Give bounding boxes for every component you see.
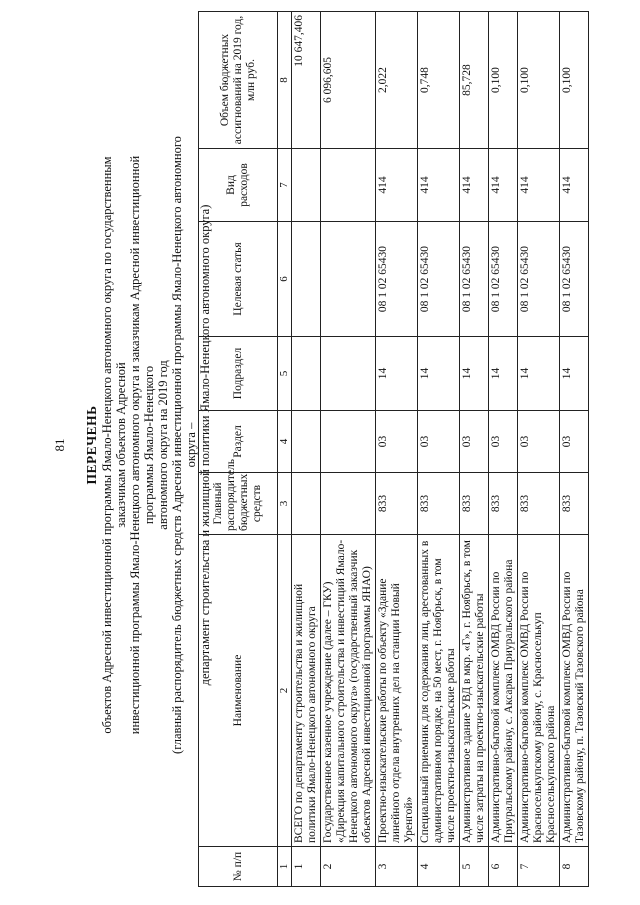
table-row — [518, 12, 560, 887]
row-razdel — [292, 411, 321, 473]
row-expense-type: 414 — [489, 149, 518, 222]
row-num: 7 — [518, 847, 560, 887]
row-amount: 10 647,406 — [292, 12, 321, 149]
row-razdel: 03 — [418, 411, 460, 473]
row-name: Специальный приемник для содержания лиц, арестованных в административном порядке, на 50 мест, г. Ноябрьск, в том числе проектно-изыскательские работы — [418, 535, 460, 847]
header-razdel: Раздел — [199, 411, 278, 473]
row-podrazdel: 14 — [560, 337, 589, 411]
heading-line-5: департамент строительства и жилищной политики Ямало-Ненецкого автономного округа) — [198, 204, 212, 686]
column-number: 7 — [278, 149, 292, 222]
row-grbs: 833 — [518, 473, 560, 535]
row-expense-type — [321, 149, 376, 222]
row-podrazdel: 14 — [518, 337, 560, 411]
row-razdel: 03 — [489, 411, 518, 473]
row-grbs: 833 — [560, 473, 589, 535]
column-number: 8 — [278, 12, 292, 149]
table-row — [489, 12, 518, 887]
row-amount: 0,100 — [518, 12, 560, 149]
row-amount: 85,728 — [460, 12, 489, 149]
table-row — [376, 12, 418, 887]
heading-line-3: автономного округа на 2019 год — [156, 360, 170, 530]
row-num: 3 — [376, 847, 418, 887]
row-amount: 0,100 — [560, 12, 589, 149]
column-number: 1 — [278, 847, 292, 887]
row-num: 2 — [321, 847, 376, 887]
row-num: 8 — [560, 847, 589, 887]
row-expense-type: 414 — [560, 149, 589, 222]
row-target-article: 08 1 02 65430 — [560, 222, 589, 337]
row-expense-type: 414 — [376, 149, 418, 222]
column-number: 4 — [278, 411, 292, 473]
row-podrazdel: 14 — [376, 337, 418, 411]
row-razdel: 03 — [460, 411, 489, 473]
header-target-article: Целевая статья — [199, 222, 278, 337]
row-podrazdel: 14 — [489, 337, 518, 411]
row-podrazdel: 14 — [460, 337, 489, 411]
row-grbs: 833 — [376, 473, 418, 535]
row-expense-type — [292, 149, 321, 222]
row-podrazdel — [321, 337, 376, 411]
page-number: 81 — [52, 438, 67, 452]
row-razdel: 03 — [518, 411, 560, 473]
row-target-article: 08 1 02 65430 — [418, 222, 460, 337]
heading-line-1: объектов Адресной инвестиционной программы Ямало-Ненецкого автономного округа по государственным заказчикам объектов Адресной — [100, 156, 128, 734]
row-name: Административно-бытовой комплекс ОМВД России по Тазовскому району, п. Тазовский Тазовского района — [560, 535, 589, 847]
column-number: 3 — [278, 473, 292, 535]
table-row — [321, 12, 376, 887]
row-podrazdel — [292, 337, 321, 411]
table-row — [560, 12, 589, 887]
header-expense-type: Вид расходов — [199, 149, 278, 222]
row-num: 4 — [418, 847, 460, 887]
row-amount: 6 096,605 — [321, 12, 376, 149]
heading-line-2: инвестиционной программы Ямало-Ненецкого автономного округа и заказчикам Адресной инвестиционной программы Ямало-Ненецкого — [128, 155, 156, 735]
row-name: ВСЕГО по департаменту строительства и жилищной политики Ямало-Ненецкого автономного округа — [292, 535, 321, 847]
row-name: Проектно-изыскательские работы по объекту «Здание линейного отдела внутренних дел на станции Новый Уренгой» — [376, 535, 418, 847]
column-number: 6 — [278, 222, 292, 337]
row-target-article — [321, 222, 376, 337]
row-amount: 0,100 — [489, 12, 518, 149]
row-amount: 0,748 — [418, 12, 460, 149]
header-amount: Объем бюджетных ассигнований на 2019 год, млн руб. — [199, 12, 278, 149]
row-grbs — [321, 473, 376, 535]
row-expense-type: 414 — [518, 149, 560, 222]
table-row — [460, 12, 489, 887]
table-header-row — [199, 12, 278, 887]
row-name: Государственное казенное учреждение (далее – ГКУ) «Дирекция капитального строительства и инвестиций Ямало-Ненецкого автономного округа» (государственный заказчик объектов Адресной инвестиционной программы ЯНАО) — [321, 535, 376, 847]
row-grbs: 833 — [489, 473, 518, 535]
row-target-article: 08 1 02 65430 — [376, 222, 418, 337]
header-num: № п/п — [199, 847, 278, 887]
row-num: 6 — [489, 847, 518, 887]
column-number-row — [278, 12, 292, 887]
row-name: Административное здание УВД в мкр. «Г», г. Ноябрьск, в том числе затраты на проектно-изыскательские работы — [460, 535, 489, 847]
row-target-article: 08 1 02 65430 — [518, 222, 560, 337]
heading-line-4: (главный распорядитель бюджетных средств Адресной инвестиционной программы Ямало-Ненецкого автономного округа – — [170, 136, 198, 754]
row-grbs: 833 — [418, 473, 460, 535]
row-num: 1 — [292, 847, 321, 887]
row-target-article — [292, 222, 321, 337]
row-podrazdel: 14 — [418, 337, 460, 411]
row-target-article: 08 1 02 65430 — [489, 222, 518, 337]
budget-table — [198, 11, 589, 887]
document-title: ПЕРЕЧЕНЬ — [84, 405, 99, 485]
table-row — [292, 12, 321, 887]
row-name: Административно-бытовой комплекс ОМВД России по Приуральскому району, с. Аксарка Приуральского района — [489, 535, 518, 847]
row-grbs — [292, 473, 321, 535]
row-target-article: 08 1 02 65430 — [460, 222, 489, 337]
row-expense-type: 414 — [460, 149, 489, 222]
document-heading — [85, 135, 212, 755]
row-expense-type: 414 — [418, 149, 460, 222]
table-row — [418, 12, 460, 887]
row-grbs: 833 — [460, 473, 489, 535]
row-razdel — [321, 411, 376, 473]
header-name: Наименование — [199, 535, 278, 847]
column-number: 2 — [278, 535, 292, 847]
header-podrazdel: Подраздел — [199, 337, 278, 411]
header-grbs: Главный распорядитель бюджетных средств — [199, 473, 278, 535]
row-num: 5 — [460, 847, 489, 887]
row-razdel: 03 — [560, 411, 589, 473]
column-number: 5 — [278, 337, 292, 411]
row-razdel: 03 — [376, 411, 418, 473]
row-name: Административно-бытовой комплекс ОМВД России по Красноселькупскому району, с. Красноселькуп Красноселькупского района — [518, 535, 560, 847]
row-amount: 2,022 — [376, 12, 418, 149]
